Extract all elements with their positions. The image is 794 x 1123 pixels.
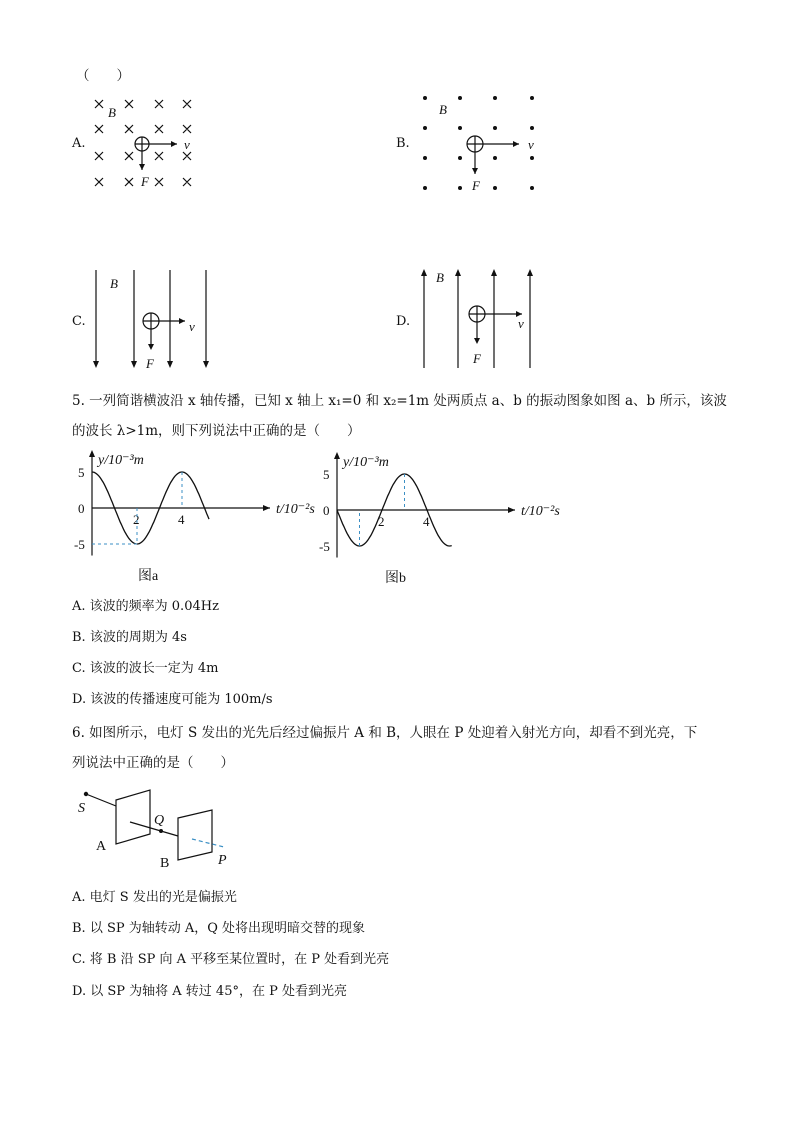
q4-bracket: （ ） <box>76 68 130 84</box>
q4-figure-a <box>85 90 225 205</box>
eye-label-p: P <box>218 853 227 868</box>
q6-stem-line1: 6. 如图所示，电灯 S 发出的光先后经过偏振片 A 和 B，人眼在 P 处迎着入射光方向，却看不到光亮，下 <box>72 725 698 741</box>
y-tick-label: 0 <box>323 503 330 518</box>
q4-option-c-label: C. <box>72 314 86 329</box>
x-tick-label: 4 <box>423 514 430 529</box>
positive-charge-icon <box>469 306 485 322</box>
velocity-label: v <box>528 137 534 152</box>
polarizer-a <box>116 790 150 844</box>
positive-charge-icon <box>467 136 483 152</box>
q5-option-c: C. 该波的波长一定为 4m <box>72 661 219 676</box>
q4-figure-b <box>415 90 555 205</box>
force-label: F <box>473 351 481 366</box>
polarizer-label-a: A <box>96 839 107 854</box>
q5-stem-line2: 的波长 λ>1m，则下列说法中正确的是（ ） <box>72 423 361 439</box>
lamp-label-s: S <box>78 801 85 816</box>
force-label: F <box>472 178 480 193</box>
chart-caption: 图b <box>385 571 406 586</box>
y-tick-label: -5 <box>319 539 330 554</box>
q6-stem-line2: 列说法中正确的是（ ） <box>72 755 234 771</box>
q5-chart-a <box>70 448 315 588</box>
x-axis-label: t/10⁻²s <box>521 504 560 519</box>
y-axis-arrow <box>89 450 95 457</box>
q4-option-b-label: B. <box>396 136 410 151</box>
q5-option-d: D. 该波的传播速度可能为 100m/s <box>72 692 273 707</box>
min-guide <box>92 508 137 544</box>
y-tick-label: 5 <box>78 465 85 480</box>
q5-option-b: B. 该波的周期为 4s <box>72 630 187 645</box>
y-axis-label: y/10⁻³m <box>343 455 389 470</box>
q4-figure-c <box>88 268 228 373</box>
q6-polarizer-figure <box>74 784 254 874</box>
velocity-label: v <box>184 137 190 152</box>
force-label: F <box>141 174 149 189</box>
y-tick-label: 5 <box>323 467 330 482</box>
q4-option-a-label: A. <box>72 136 86 151</box>
point-q-dot <box>159 829 163 833</box>
polarizer-b <box>178 810 212 860</box>
y-tick-label: -5 <box>74 537 85 552</box>
x-tick-label: 4 <box>178 512 185 527</box>
point-label-q: Q <box>154 813 165 828</box>
y-axis-arrow <box>334 452 340 459</box>
polarizer-label-b: B <box>160 856 170 871</box>
x-axis-label: t/10⁻²s <box>276 502 315 517</box>
q5-stem-line1: 5. 一列简谐横波沿 x 轴传播，已知 x 轴上 x₁=0 和 x₂=1m 处两质点 a、b 的振动图象如图 a、b 所示，该波 <box>72 393 727 409</box>
x-axis-arrow <box>508 507 515 513</box>
positive-charge-icon <box>143 313 159 329</box>
force-label: F <box>146 356 154 371</box>
q4-figure-d <box>418 266 558 374</box>
field-label: B <box>439 102 447 117</box>
x-tick-label: 2 <box>378 514 385 529</box>
q5-chart-b <box>315 450 560 590</box>
x-tick-label: 2 <box>133 512 140 527</box>
positive-charge-icon <box>135 137 149 151</box>
field-label: B <box>110 276 118 291</box>
y-tick-label: 0 <box>78 501 85 516</box>
q5-option-a: A. 该波的频率为 0.04Hz <box>72 599 219 614</box>
field-label: B <box>436 270 444 285</box>
velocity-label: v <box>518 316 524 331</box>
q4-option-d-label: D. <box>396 314 411 329</box>
y-axis-label: y/10⁻³m <box>98 453 144 468</box>
x-axis-arrow <box>263 505 270 511</box>
q6-option-d: D. 以 SP 为轴将 A 转过 45°，在 P 处看到光亮 <box>72 984 347 999</box>
field-label: B <box>108 105 116 120</box>
q6-option-b: B. 以 SP 为轴转动 A，Q 处将出现明暗交替的现象 <box>72 921 366 936</box>
q6-option-c: C. 将 B 沿 SP 向 A 平移至某位置时，在 P 处看到光亮 <box>72 952 390 967</box>
velocity-label: v <box>189 319 195 334</box>
q6-option-a: A. 电灯 S 发出的光是偏振光 <box>72 890 237 905</box>
chart-caption: 图a <box>138 569 159 584</box>
